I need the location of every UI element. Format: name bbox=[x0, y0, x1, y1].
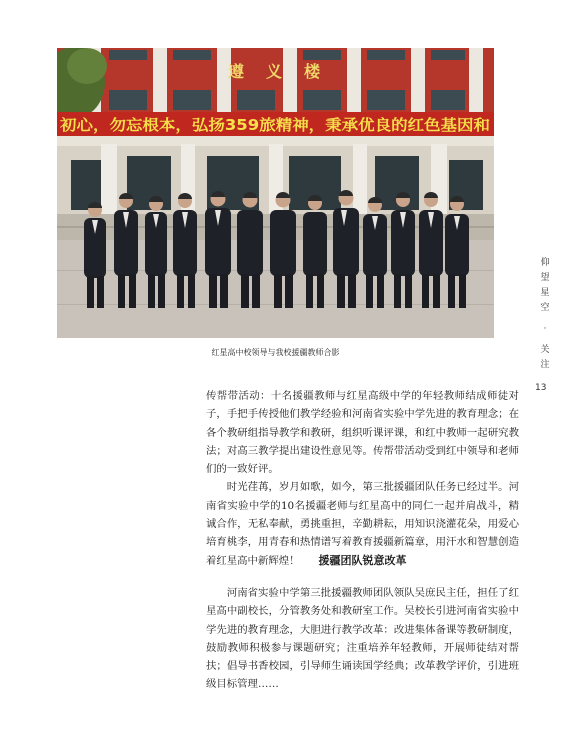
section-title-char: · bbox=[543, 324, 547, 334]
section-title-char: 注 bbox=[540, 360, 550, 370]
section-heading: 援疆团队锐意改革 bbox=[318, 554, 407, 567]
section-title-char: 星 bbox=[540, 288, 550, 298]
photo-caption: 红星高中校领导与我校援疆教师合影 bbox=[211, 348, 340, 357]
page-number: 13 bbox=[535, 383, 547, 393]
section-title-char: 空 bbox=[540, 303, 550, 313]
paragraph-reform: 河南省实验中学第三批援疆教师团队领队吴庶民主任，担任了红星高中副校长，分管教务处和教研室工作。吴校长引进河南省实验中学先进的教育理念，大胆进行教学改革：改进集体备课等教研制度，鼓励教师积极参与课题研究；注重培养年轻教师，开展师徒结对帮扶；倡导书香校园，引导师生诵读国学经典；改革教学评价，引进班级目标管理…… bbox=[206, 587, 519, 691]
paragraph-progress: 时光荏苒，岁月如歌，如今，第三批援疆团队任务已经过半。河南省实验中学的10名援疆老师与红星高中的同仁一起并肩战斗，精诚合作，无私奉献，勇挑重担，辛勤耕耘，用知识浇灌花朵，用爱心培育桃李，用青春和热情谱写着教育援疆新篇章，用汗水和智慧创造着红星高中新辉煌！ bbox=[206, 481, 519, 567]
body-text-lower bbox=[206, 584, 519, 694]
body-text-upper bbox=[206, 387, 519, 570]
banner-slogan: 初心，勿忘根本，弘扬359旅精神，秉承优良的红色基因和 bbox=[60, 116, 452, 134]
paragraph-mentoring: 传帮带活动：十名援疆教师与红星高级中学的年轻教师结成师徒对子，手把手传授他们教学经验和河南省实验中学先进的教育理念；在各个教研组指导教学和教研，组织听课评课，和红中教师一起研究教法；对高三教学提出建设性意见等。传帮带活动受到红中领导和老师们的一致好评。 bbox=[206, 390, 519, 476]
section-title-char: 望 bbox=[540, 273, 550, 283]
group-photo bbox=[57, 48, 494, 338]
section-title-vertical bbox=[538, 256, 552, 373]
section-title-char: 关 bbox=[540, 345, 550, 355]
building-sign: 遵义楼 bbox=[227, 62, 343, 81]
group-photo-illustration bbox=[57, 48, 494, 338]
section-title-char: 仰 bbox=[540, 258, 550, 268]
